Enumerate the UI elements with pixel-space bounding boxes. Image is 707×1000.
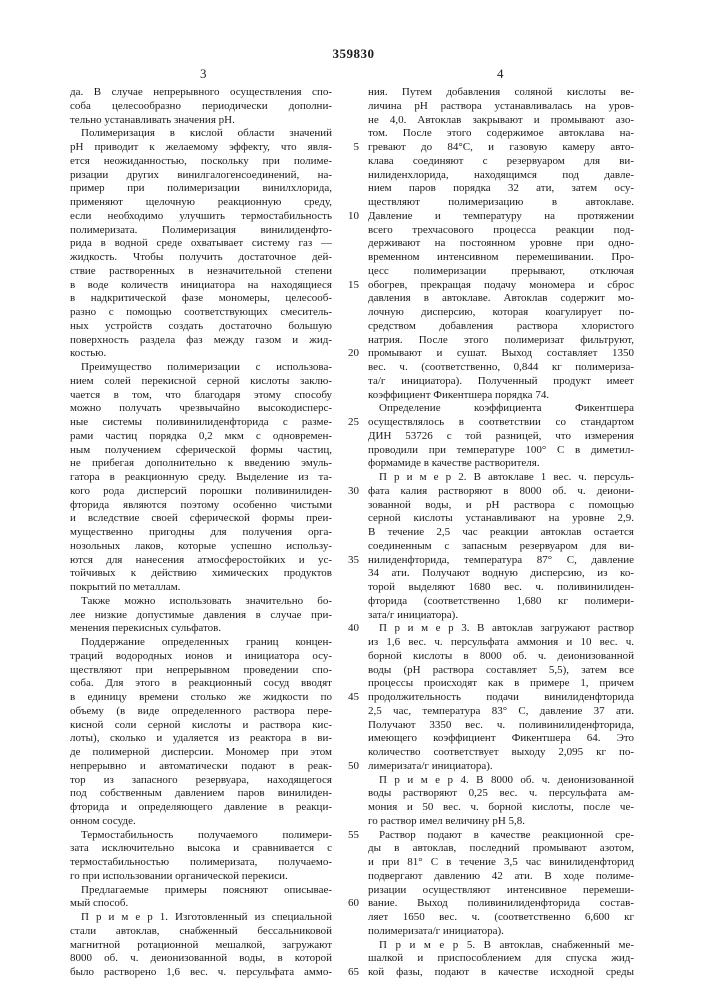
text-line: соба целесообразно периодически дополни- [70, 100, 332, 114]
text-line: Раствор подают в качестве реакционной сре- [368, 829, 634, 843]
text-line: та/г инициатора). Полученный продукт имеет [368, 375, 634, 389]
page-number-right: 4 [497, 66, 504, 82]
text-line: нилиденфторида, температура 87° С, давление [368, 554, 634, 568]
text-line: и вследствие своей сферической формы преи- [70, 512, 332, 526]
text-line: Преимущество полимеризации с использова- [70, 361, 332, 375]
text-line: кисной соли серной кислоты и раствора кис- [70, 719, 332, 733]
text-line: Предлагаемые примеры поясняют описывае- [70, 884, 332, 898]
paragraph [368, 774, 634, 829]
text-line: полимеризата/г инициатора). [368, 925, 634, 939]
text-line: мущественно пригодны для получения орга- [70, 526, 332, 540]
paragraph [368, 471, 634, 622]
text-line: ных устройств создать достаточно большую [70, 320, 332, 334]
text-line: 34 ати. Получают водную дисперсию, из ко- [368, 567, 634, 581]
text-line: тор из запасного резервуара, находящегося [70, 774, 332, 788]
text-line: клава соединяют с резервуаром для ви- [368, 155, 634, 169]
text-line: торой выделяют 1680 вес. ч. поливинилиден- [368, 581, 634, 595]
paragraph [70, 127, 332, 361]
text-line: не 4,0. Автоклав закрывают и промывают азо- [368, 114, 634, 128]
text-line: обогрев, прекращая подачу мономера и сброс [368, 279, 634, 293]
text-line: гатора в реакционную среду. Выделение из та- [70, 471, 332, 485]
text-line: ные системы поливинилиденфторида с разме- [70, 416, 332, 430]
paragraph [70, 595, 332, 636]
text-line: мония и 50 вес. ч. борной кислоты, после че- [368, 801, 634, 815]
text-line: держивают на постоянном уровне при одно- [368, 237, 634, 251]
text-line: менения перекисных сульфатов. [70, 622, 332, 636]
text-line: вес. ч. (соответственно, 0,844 кг полимериза- [368, 361, 634, 375]
text-line: вание. Выход поливинилиденфторида состав- [368, 897, 634, 911]
text-line: Термостабильность получаемого полимери- [70, 829, 332, 843]
text-line: временном интенсивном перемешивании. Про- [368, 251, 634, 265]
text-line: том. После этого содержимое автоклава на- [368, 127, 634, 141]
text-line: ды в автоклав, последний промывают азотом, [368, 842, 634, 856]
text-line: не прибегая дополнительно к введению эмуль- [70, 457, 332, 471]
text-line: рида в водной среде охватывает систему газ — [70, 237, 332, 251]
line-number: 20 [339, 347, 359, 361]
text-line: го при использовании органической перекиси. [70, 870, 332, 884]
text-line: шалкой и приспособлением для спуска жид- [368, 952, 634, 966]
text-line: В течение 2,5 час реакции автоклав остается [368, 526, 634, 540]
text-line: П р и м е р 2. В автоклаве 1 вес. ч. персуль- [368, 471, 634, 485]
text-line: стали автоклав, снабженный бессальниковой [70, 925, 332, 939]
text-line: термостабильностью полимеризата, получаемо- [70, 856, 332, 870]
line-number: 15 [339, 279, 359, 293]
text-line: непрерывно и автоматически подают в реак- [70, 760, 332, 774]
text-line: серной кислоты устанавливают на уровне 2,9. [368, 512, 634, 526]
text-line: в воде количеств инициатора на находящиеся [70, 279, 332, 293]
line-number: 60 [339, 897, 359, 911]
text-line: пример при полимеризации винилхлорида, [70, 182, 332, 196]
text-line: рами частиц порядка 0,2 мкм с одновремен- [70, 430, 332, 444]
text-line: мый способ. [70, 897, 332, 911]
text-line: воды (pH раствора составляет 5,5), затем все [368, 664, 634, 678]
text-line: разно с помощью соответствующих смеситель- [70, 306, 332, 320]
page-number-left: 3 [200, 66, 207, 82]
text-line: нозольных лаков, которые успешно использу- [70, 540, 332, 554]
text-line: цесс полимеризации прерывают, отключая [368, 265, 634, 279]
text-line: нием солей перекисной серной кислоты заклю- [70, 375, 332, 389]
paragraph [70, 361, 332, 595]
line-number: 10 [339, 210, 359, 224]
text-line: коэффициент Фикентшера порядка 74. [368, 389, 634, 403]
text-line: Также можно использовать значительно бо- [70, 595, 332, 609]
text-line: да. В случае непрерывного осуществления спо- [70, 86, 332, 100]
text-line: П р и м е р 4. В 8000 об. ч. деионизованной [368, 774, 634, 788]
text-line: ществляют при непрерывном проведении спо- [70, 664, 332, 678]
text-line: лее низкие допустимые давления в случае при- [70, 609, 332, 623]
text-line: ризации осуществляют интенсивное перемеши- [368, 884, 634, 898]
text-line: фата калия растворяют в 8000 об. ч. деиони- [368, 485, 634, 499]
text-line: давления в автоклаве. Автоклав содержит мо- [368, 292, 634, 306]
text-line: Определение коэффициента Фикентшера [368, 402, 634, 416]
line-number: 40 [339, 622, 359, 636]
text-line: в надкритической фазе мономеры, целесооб- [70, 292, 332, 306]
text-line: ДИН 53726 с той разницей, что измерения [368, 430, 634, 444]
text-line: из 1,6 вес. ч. персульфата аммония и 10 вес. ч. [368, 636, 634, 650]
text-line: фторида являются поэтому особенно чистыми [70, 499, 332, 513]
text-line: поверхность раздела фаз между газом и жид- [70, 334, 332, 348]
text-line: кого рода дисперсий порошки поливинилиден- [70, 485, 332, 499]
text-line: всего трехчасового процесса реакции под- [368, 224, 634, 238]
text-line: гревают до 84°С, и газовую камеру авто- [368, 141, 634, 155]
text-line: было растворено 1,6 вес. ч. персульфата аммо- [70, 966, 332, 980]
text-line: нием паров порядка 32 ати, затем осу- [368, 182, 634, 196]
text-line: чается в том, что благодаря этому способу [70, 389, 332, 403]
text-line: костью. [70, 347, 332, 361]
patent-number: 359830 [0, 46, 707, 62]
text-line: кой фазы, подают в качестве исходной среды [368, 966, 634, 980]
text-line: онном сосуде. [70, 815, 332, 829]
text-line: воды растворяют 0,25 вес. ч. персульфата ам- [368, 787, 634, 801]
text-line: магнитной ротационной мешалкой, загружают [70, 939, 332, 953]
text-line: лоты), сколько и удаляется из реактора в ви- [70, 732, 332, 746]
text-line: ются для нанесения атмосферостойких и ус- [70, 554, 332, 568]
text-line: борной кислоты в 8000 об. ч. деионизованной [368, 650, 634, 664]
text-line: продолжительность подачи винилиденфторида [368, 691, 634, 705]
text-line: соба. Для этого в реакционный сосуд вводят [70, 677, 332, 691]
text-line: подвергают давлению 42 ати. В ходе полиме- [368, 870, 634, 884]
text-line: фторида и определяющего давление в реакци- [70, 801, 332, 815]
paragraph [368, 86, 634, 402]
text-line: фторида (соответственно 1,680 кг полимери- [368, 595, 634, 609]
text-line: натрия. После этого полимеризат фильтруют, [368, 334, 634, 348]
text-line: го раствор имел величину pH 5,8. [368, 815, 634, 829]
text-line: П р и м е р 1. Изготовленный из специальной [70, 911, 332, 925]
text-line: личина pH раствора устанавливалась на уров- [368, 100, 634, 114]
text-line: Полимеризация в кислой области значений [70, 127, 332, 141]
line-number: 65 [339, 966, 359, 980]
text-line: ется неожиданностью, поскольку при полиме- [70, 155, 332, 169]
text-line: имеющего коэффициент Фикентшера 64. Это [368, 732, 634, 746]
line-number: 30 [339, 485, 359, 499]
text-line: покрытий по металлам. [70, 581, 332, 595]
text-line: формамиде в качестве растворителя. [368, 457, 634, 471]
text-line: и при 81° С в течение 3,5 час винилиденфторид [368, 856, 634, 870]
line-number: 25 [339, 416, 359, 430]
paragraph [368, 622, 634, 773]
text-line: ляет 1650 вес. ч. (соответственно 6,600 кг [368, 911, 634, 925]
paragraph [70, 636, 332, 829]
text-line: промывают и сушат. Выход составляет 1350 [368, 347, 634, 361]
paragraph [70, 829, 332, 884]
text-line: тельно устанавливать значения pH. [70, 114, 332, 128]
text-line: тойчивых к действию химических продуктов [70, 567, 332, 581]
text-line: применяют щелочную реакционную среду, [70, 196, 332, 210]
text-line: ризации других винилгалогенсоединений, на- [70, 169, 332, 183]
text-line: проводили при температуре 100° С в диметил- [368, 444, 634, 458]
text-line: зата/г инициатора). [368, 609, 634, 623]
text-line: в единицу времени столько же жидкости по [70, 691, 332, 705]
line-number: 50 [339, 760, 359, 774]
line-number: 5 [339, 141, 359, 155]
paragraph [368, 402, 634, 471]
text-line: ния. Путем добавления соляной кислоты ве- [368, 86, 634, 100]
text-line: лимеризата/г инициатора). [368, 760, 634, 774]
text-line: зата исключительно высока и сравнивается с [70, 842, 332, 856]
text-line: Давление и температуру на протяжении [368, 210, 634, 224]
right-text-column [368, 86, 634, 980]
text-line: pH приводит к желаемому эффекту, что явля- [70, 141, 332, 155]
left-text-column [70, 86, 332, 980]
text-line: осуществлялось в соответствии со стандартом [368, 416, 634, 430]
text-line: можно получать чрезвычайно высокодисперс- [70, 402, 332, 416]
paragraph [368, 939, 634, 980]
line-number: 45 [339, 691, 359, 705]
text-line: ствие растворенных в незначительной степени [70, 265, 332, 279]
text-line: 8000 об. ч. деионизованной воды, в которой [70, 952, 332, 966]
paragraph [70, 86, 332, 127]
text-line: П р и м е р 5. В автоклав, снабженный ме- [368, 939, 634, 953]
text-line: жидкость. Чтобы получить достаточное дей- [70, 251, 332, 265]
line-number: 55 [339, 829, 359, 843]
text-line: зованной воды, и pH раствора с помощью [368, 499, 634, 513]
text-line: процессы происходят как в примере 1, причем [368, 677, 634, 691]
text-line: объему (в виде определенного раствора пере- [70, 705, 332, 719]
text-line: траций водородных ионов и инициатора осу- [70, 650, 332, 664]
text-line: Получают 3350 вес. ч. поливинилиденфторида, [368, 719, 634, 733]
text-line: 2,5 час, температура 83° С, давление 37 ати. [368, 705, 634, 719]
text-line: де полимерной дисперсии. Мономер при этом [70, 746, 332, 760]
text-line: нилиденхлорида, находящимся под давле- [368, 169, 634, 183]
paragraph [368, 829, 634, 939]
paragraph [70, 911, 332, 980]
line-number: 35 [339, 554, 359, 568]
text-line: ществляют полимеризацию в автоклаве. [368, 196, 634, 210]
text-line: количество соответствует выходу 2,095 кг по- [368, 746, 634, 760]
text-line: если необходимо улучшить термостабильность [70, 210, 332, 224]
text-line: лочную дисперсию, которая коагулирует по- [368, 306, 634, 320]
text-line: П р и м е р 3. В автоклав загружают раствор [368, 622, 634, 636]
text-line: соединенным с запасным резервуаром для ви- [368, 540, 634, 554]
text-line: ным получением сферической формы частиц, [70, 444, 332, 458]
text-line: под собственным давлением паров винилиден- [70, 787, 332, 801]
paragraph [70, 884, 332, 912]
text-line: Поддержание определенных границ концен- [70, 636, 332, 650]
text-line: средством добавления раствора хлористого [368, 320, 634, 334]
text-line: полимеризата. Полимеризация винилиденфто- [70, 224, 332, 238]
